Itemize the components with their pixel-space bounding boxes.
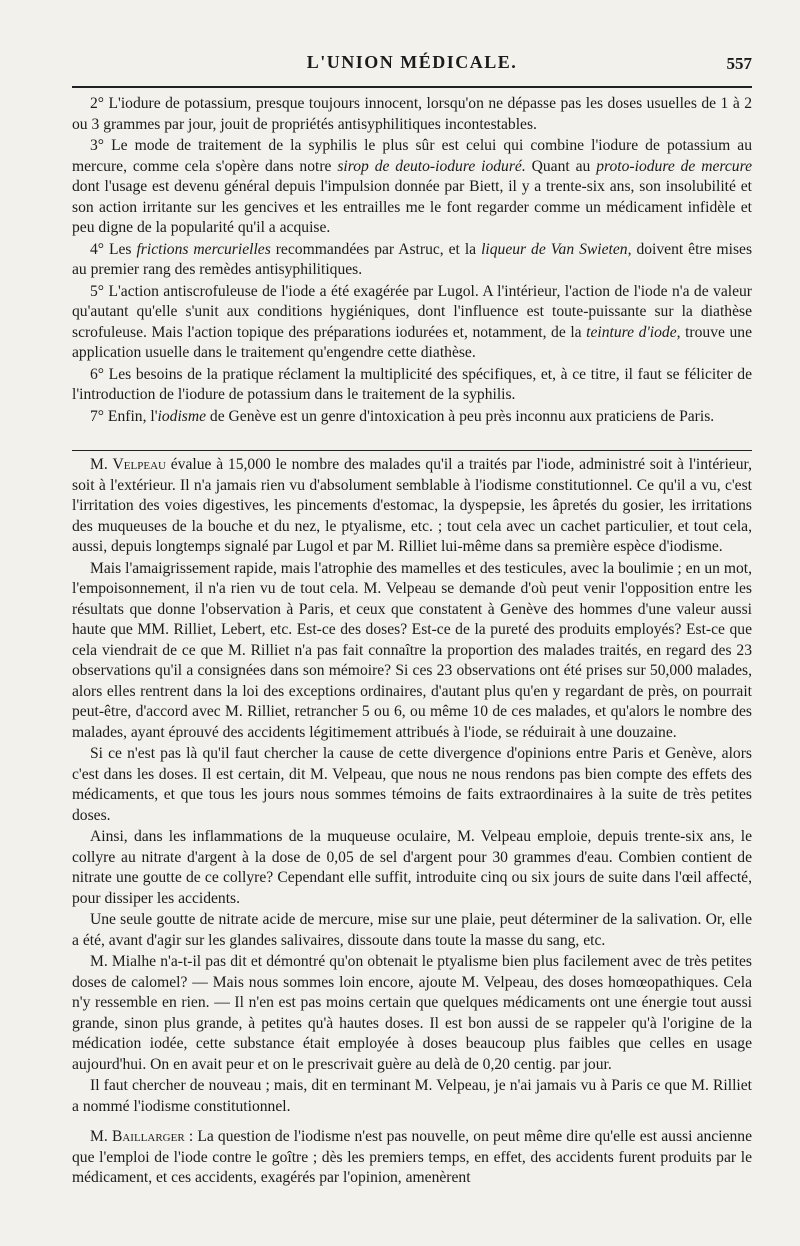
paragraph — [72, 744, 752, 826]
text-run: M. Mialhe n'a-t-il pas dit et démontré qu'on obtenait le ptyalisme bien plus facilement avec de très petites doses de calomel? — Mais nous sommes loin encore, ajoute M. Velpeau, des doses homœopathiques. Cela n'y ressemble en rien. — Il n'en est pas moins certain que quelques médicaments ont une énergie tout aussi grande, sinon plus grande, à petites qu'à hautes doses. Il est bon aussi de se rappeler qu'à l'origine de la médication iodée, cette substance était employée à doses beaucoup plus faibles que celles en usage aujourd'hui. On en avait peur et on le prescrivait guère au delà de 0,20 centig. par jour. — [72, 953, 752, 1073]
italic-run: frictions mercurielles — [136, 240, 271, 258]
paragraph — [72, 827, 752, 909]
speaker-name: Baillarger — [111, 1128, 185, 1145]
conclusions-list — [72, 94, 752, 427]
section-divider — [72, 450, 752, 451]
text-run: M. — [90, 1128, 112, 1145]
text-run: 5° L'action antiscrofuleuse de l'iode a été exagérée par Lugol. A l'intérieur, l'action de l'iode n'a de valeur qu'autant qu'elle s'unit aux conditions hygiéniques, dont l'influence est toute-puissante sur la diathèse scrofuleuse. Mais l'action topique des préparations iodurées et, notamment, de la — [72, 282, 752, 341]
text-run: évalue à 15,000 le nombre des malades qu'il a traités par l'iode, administré soit à l'intérieur, soit à l'extérieur. Il n'a jamais rien vu d'absolument semblable à l'iodisme constitutionnel. Ce qu'il a vu, c'est l'irritation des voies digestives, les pincements d'estomac, la dyspepsie, les âpretés du gosier, les irritations des muqueuses de la bouche et du nez, le ptyalisme, etc. ; tout cela avec un cachet particulier, et tout cela, aussi, depuis longtemps signalé par Lugol et par M. Rilliet lui-même dans sa première espèce d'iodisme. — [72, 456, 752, 555]
text-run: trouve une application usuelle dans le traitement qu'engendre cette diathèse. — [72, 323, 753, 361]
paragraph — [72, 407, 752, 428]
paragraph — [72, 94, 752, 135]
text-run: : La question de l'iodisme n'est pas nouvelle, on peut même dire qu'elle est aussi ancienne que l'emploi de l'iode contre le goître ; dès les premiers temps, en effet, des accidents furent produits par le médicament, et ces accidents, exagérés par l'opinion, amenèrent — [72, 1128, 752, 1186]
text-run: 2° L'iodure de potassium, presque toujours innocent, lorsqu'on ne dépasse pas les doses usuelles de 1 à 2 ou 3 grammes par jour, jouit de propriétés antisyphilitiques incontestables. — [72, 95, 752, 133]
text-run: 4° Les — [90, 240, 137, 258]
paragraph — [72, 952, 752, 1075]
text-run: Quant au — [525, 157, 597, 175]
page-number: 557 — [726, 54, 752, 73]
paragraph — [72, 559, 752, 744]
paragraph — [72, 910, 752, 951]
italic-run: liqueur de Van Swieten, — [481, 240, 632, 258]
running-title: L'UNION MÉDICALE. — [306, 52, 518, 72]
text-run: doivent être mises au premier rang des remèdes antisyphilitiques. — [72, 240, 753, 278]
italic-run: proto-iodure de mercure — [596, 157, 753, 175]
text-run: recommandées par Astruc, et la — [270, 240, 482, 258]
text-run: Ainsi, dans les inflammations de la muqueuse oculaire, M. Velpeau emploie, depuis trente-six ans, le collyre au nitrate d'argent à la dose de 0,05 de sel d'argent pour 30 grammes d'eau. Combien contient de nitrate une goutte de ce collyre? Cependant elle suffit, introduite cinq ou six jours de suite dans l'œil affecté, pour dissiper les accidents. — [72, 828, 752, 907]
paragraph — [72, 455, 752, 558]
text-run: 3° Le mode de traitement de la syphilis le plus sûr est celui qui combine l'iodure de potassium au mercure, comme cela s'opère dans notre — [72, 137, 752, 175]
paragraph — [72, 1127, 752, 1189]
text-run: 6° Les besoins de la pratique réclament la multiplicité des spécifiques, et, à ce titre, il faut se féliciter de l'introduction de l'iodure de potassium dans le traitement de la syphilis. — [72, 365, 752, 403]
text-run: Une seule goutte de nitrate acide de mercure, mise sur une plaie, peut déterminer de la salivation. Or, elle a été, avant d'agir sur les glandes salivaires, dissoute dans toute la masse du sang, etc. — [72, 911, 752, 949]
italic-run: sirop de deuto-iodure ioduré. — [337, 157, 526, 175]
paragraph — [72, 282, 752, 364]
text-run: de Genève est un genre d'intoxication à peu près inconnu aux praticiens de Paris. — [206, 407, 715, 425]
speaker-name: Velpeau — [112, 456, 166, 473]
text-run: Mais l'amaigrissement rapide, mais l'atrophie des mamelles et des testicules, avec la boulimie ; en un mot, l'empoisonnement, il n'a rien vu de tout cela. M. Velpeau se demande d'où peut venir l'opposition entre les résultats que donne l'observation à Paris, et ceux que constatent à Genève des hommes d'une valeur aussi haute que MM. Rilliet, Lebert, etc. Est-ce des doses? Est-ce de la pureté des produits employés? Est-ce que cela viendrait de ce que M. Rilliet n'a pas fait connaître la proportion des malades traités, en regard des 23 observations qu'il a consignées dans son mémoire? Si ces 23 observations ont été prises sur 50,000 malades, alors elles rentrent dans la loi des exceptions ordinaires, d'autant plus qu'en y regardant de près, on pourrait peut-être, d'accord avec M. Rilliet, retrancher 5 ou 6, ou même 10 de ces malades, et qu'alors le nombre des malades, ayant éprouvé des accidents légitimement attribués à l'iode, se réduirait à une douzaine. — [72, 559, 752, 741]
paragraph — [72, 240, 752, 281]
text-run: Il faut chercher de nouveau ; mais, dit en terminant M. Velpeau, je n'ai jamais vu à Paris ce que M. Rilliet a nommé l'iodisme constitutionnel. — [72, 1077, 752, 1115]
italic-run: teinture d'iode, — [586, 323, 681, 341]
text-run: Si ce n'est pas là qu'il faut chercher la cause de cette divergence d'opinions entre Paris et Genève, alors c'est dans les doses. Il est certain, dit M. Velpeau, que nous ne nous rendons pas bien compte des effets des médicaments, et que tous les jours nous sommes témoins de faits extraordinaires à la suite de très petites doses. — [72, 745, 752, 824]
paragraph — [72, 136, 752, 239]
header-rule — [72, 86, 752, 88]
text-run: M. — [90, 456, 113, 473]
page-header — [72, 50, 752, 82]
paragraph — [72, 1076, 752, 1117]
italic-run: iodisme — [157, 407, 207, 425]
discussion-text — [72, 455, 752, 1189]
paragraph — [72, 365, 752, 406]
text-run: dont l'usage est devenu général depuis l'impulsion donnée par Biett, il y a trente-six ans, son insolubilité et son action irritante sur les gencives et les entrailles me le font regarder comme un médicament infidèle et peu digne de la popularité qu'il a acquise. — [72, 178, 752, 236]
text-run: 7° Enfin, l' — [90, 407, 158, 425]
